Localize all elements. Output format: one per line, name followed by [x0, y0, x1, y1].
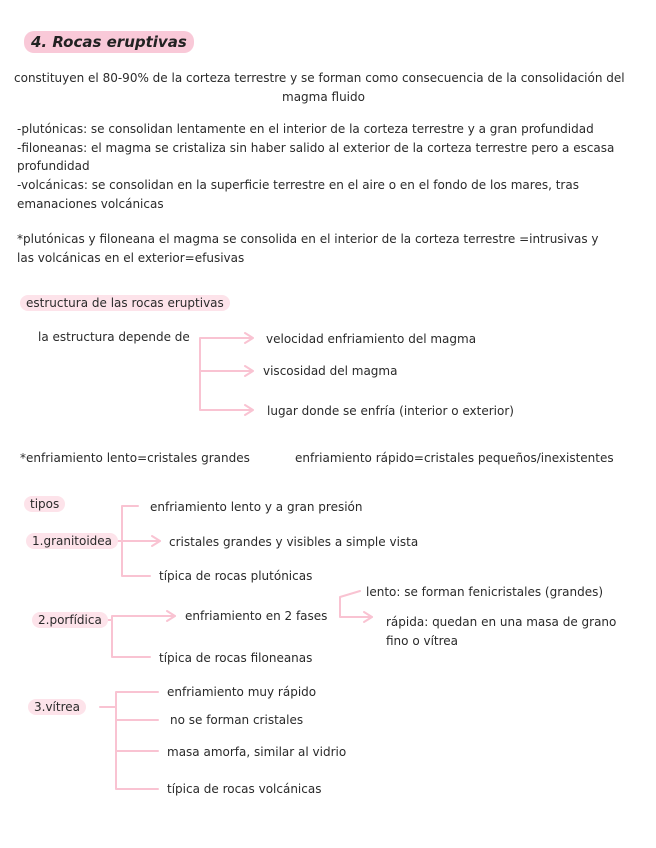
- porfidica-tipica: típica de rocas filoneanas: [159, 651, 313, 665]
- volcanicas-definition-2: emanaciones volcánicas: [17, 197, 164, 211]
- intro-line-2: magma fluido: [282, 90, 365, 104]
- structure-heading: estructura de las rocas eruptivas: [20, 296, 230, 311]
- granitoidea-label: 1.granitoidea: [26, 534, 118, 549]
- page-title: 4. Rocas eruptivas: [24, 33, 194, 52]
- slow-cooling-note: *enfriamiento lento=cristales grandes: [20, 451, 250, 465]
- vitrea-item-3: masa amorfa, similar al vidrio: [167, 745, 347, 759]
- filoneanas-definition-1: -filoneanas: el magma se cristaliza sin haber salido al exterior de la corteza terrestre pero a escasa: [17, 141, 615, 155]
- granitoidea-item-3: típica de rocas plutónicas: [159, 569, 313, 583]
- intro-line-1: constituyen el 80-90% de la corteza terrestre y se forman como consecuencia de la consolidación del: [14, 71, 625, 85]
- volcanicas-definition-1: -volcánicas: se consolidan en la superficie terrestre en el aire o en el fondo de los mares, tras: [17, 178, 579, 192]
- porfidica-lento: lento: se forman fenicristales (grandes): [366, 585, 604, 599]
- granitoidea-item-1: enfriamiento lento y a gran presión: [150, 500, 363, 514]
- structure-item-velocidad: velocidad enfriamiento del magma: [266, 332, 477, 346]
- filoneanas-definition-2: profundidad: [17, 159, 90, 173]
- vitrea-label: 3.vítrea: [28, 700, 86, 715]
- structure-item-viscosidad: viscosidad del magma: [263, 364, 398, 378]
- intrusive-note-2: las volcánicas en el exterior=efusivas: [17, 251, 245, 265]
- structure-depends: la estructura depende de: [38, 330, 190, 344]
- porfidica-rapida-1: rápida: quedan en una masa de grano: [386, 615, 617, 629]
- granitoidea-item-2: cristales grandes y visibles a simple vista: [169, 535, 419, 549]
- porfidica-phases: enfriamiento en 2 fases: [185, 609, 328, 623]
- plutonicas-definition: -plutónicas: se consolidan lentamente en el interior de la corteza terrestre y a gran profundidad: [17, 122, 594, 136]
- vitrea-item-4: típica de rocas volcánicas: [167, 782, 322, 796]
- vitrea-item-2: no se forman cristales: [170, 713, 304, 727]
- fast-cooling-note: enfriamiento rápido=cristales pequeños/inexistentes: [295, 451, 614, 465]
- tipos-heading: tipos: [24, 497, 65, 512]
- porfidica-rapida-2: fino o vítrea: [386, 634, 459, 648]
- intrusive-note-1: *plutónicas y filoneana el magma se consolida en el interior de la corteza terrestre =intrusivas y: [17, 232, 599, 246]
- porfidica-label: 2.porfídica: [32, 613, 108, 628]
- structure-item-lugar: lugar donde se enfría (interior o exterior): [267, 404, 514, 418]
- vitrea-item-1: enfriamiento muy rápido: [167, 685, 317, 699]
